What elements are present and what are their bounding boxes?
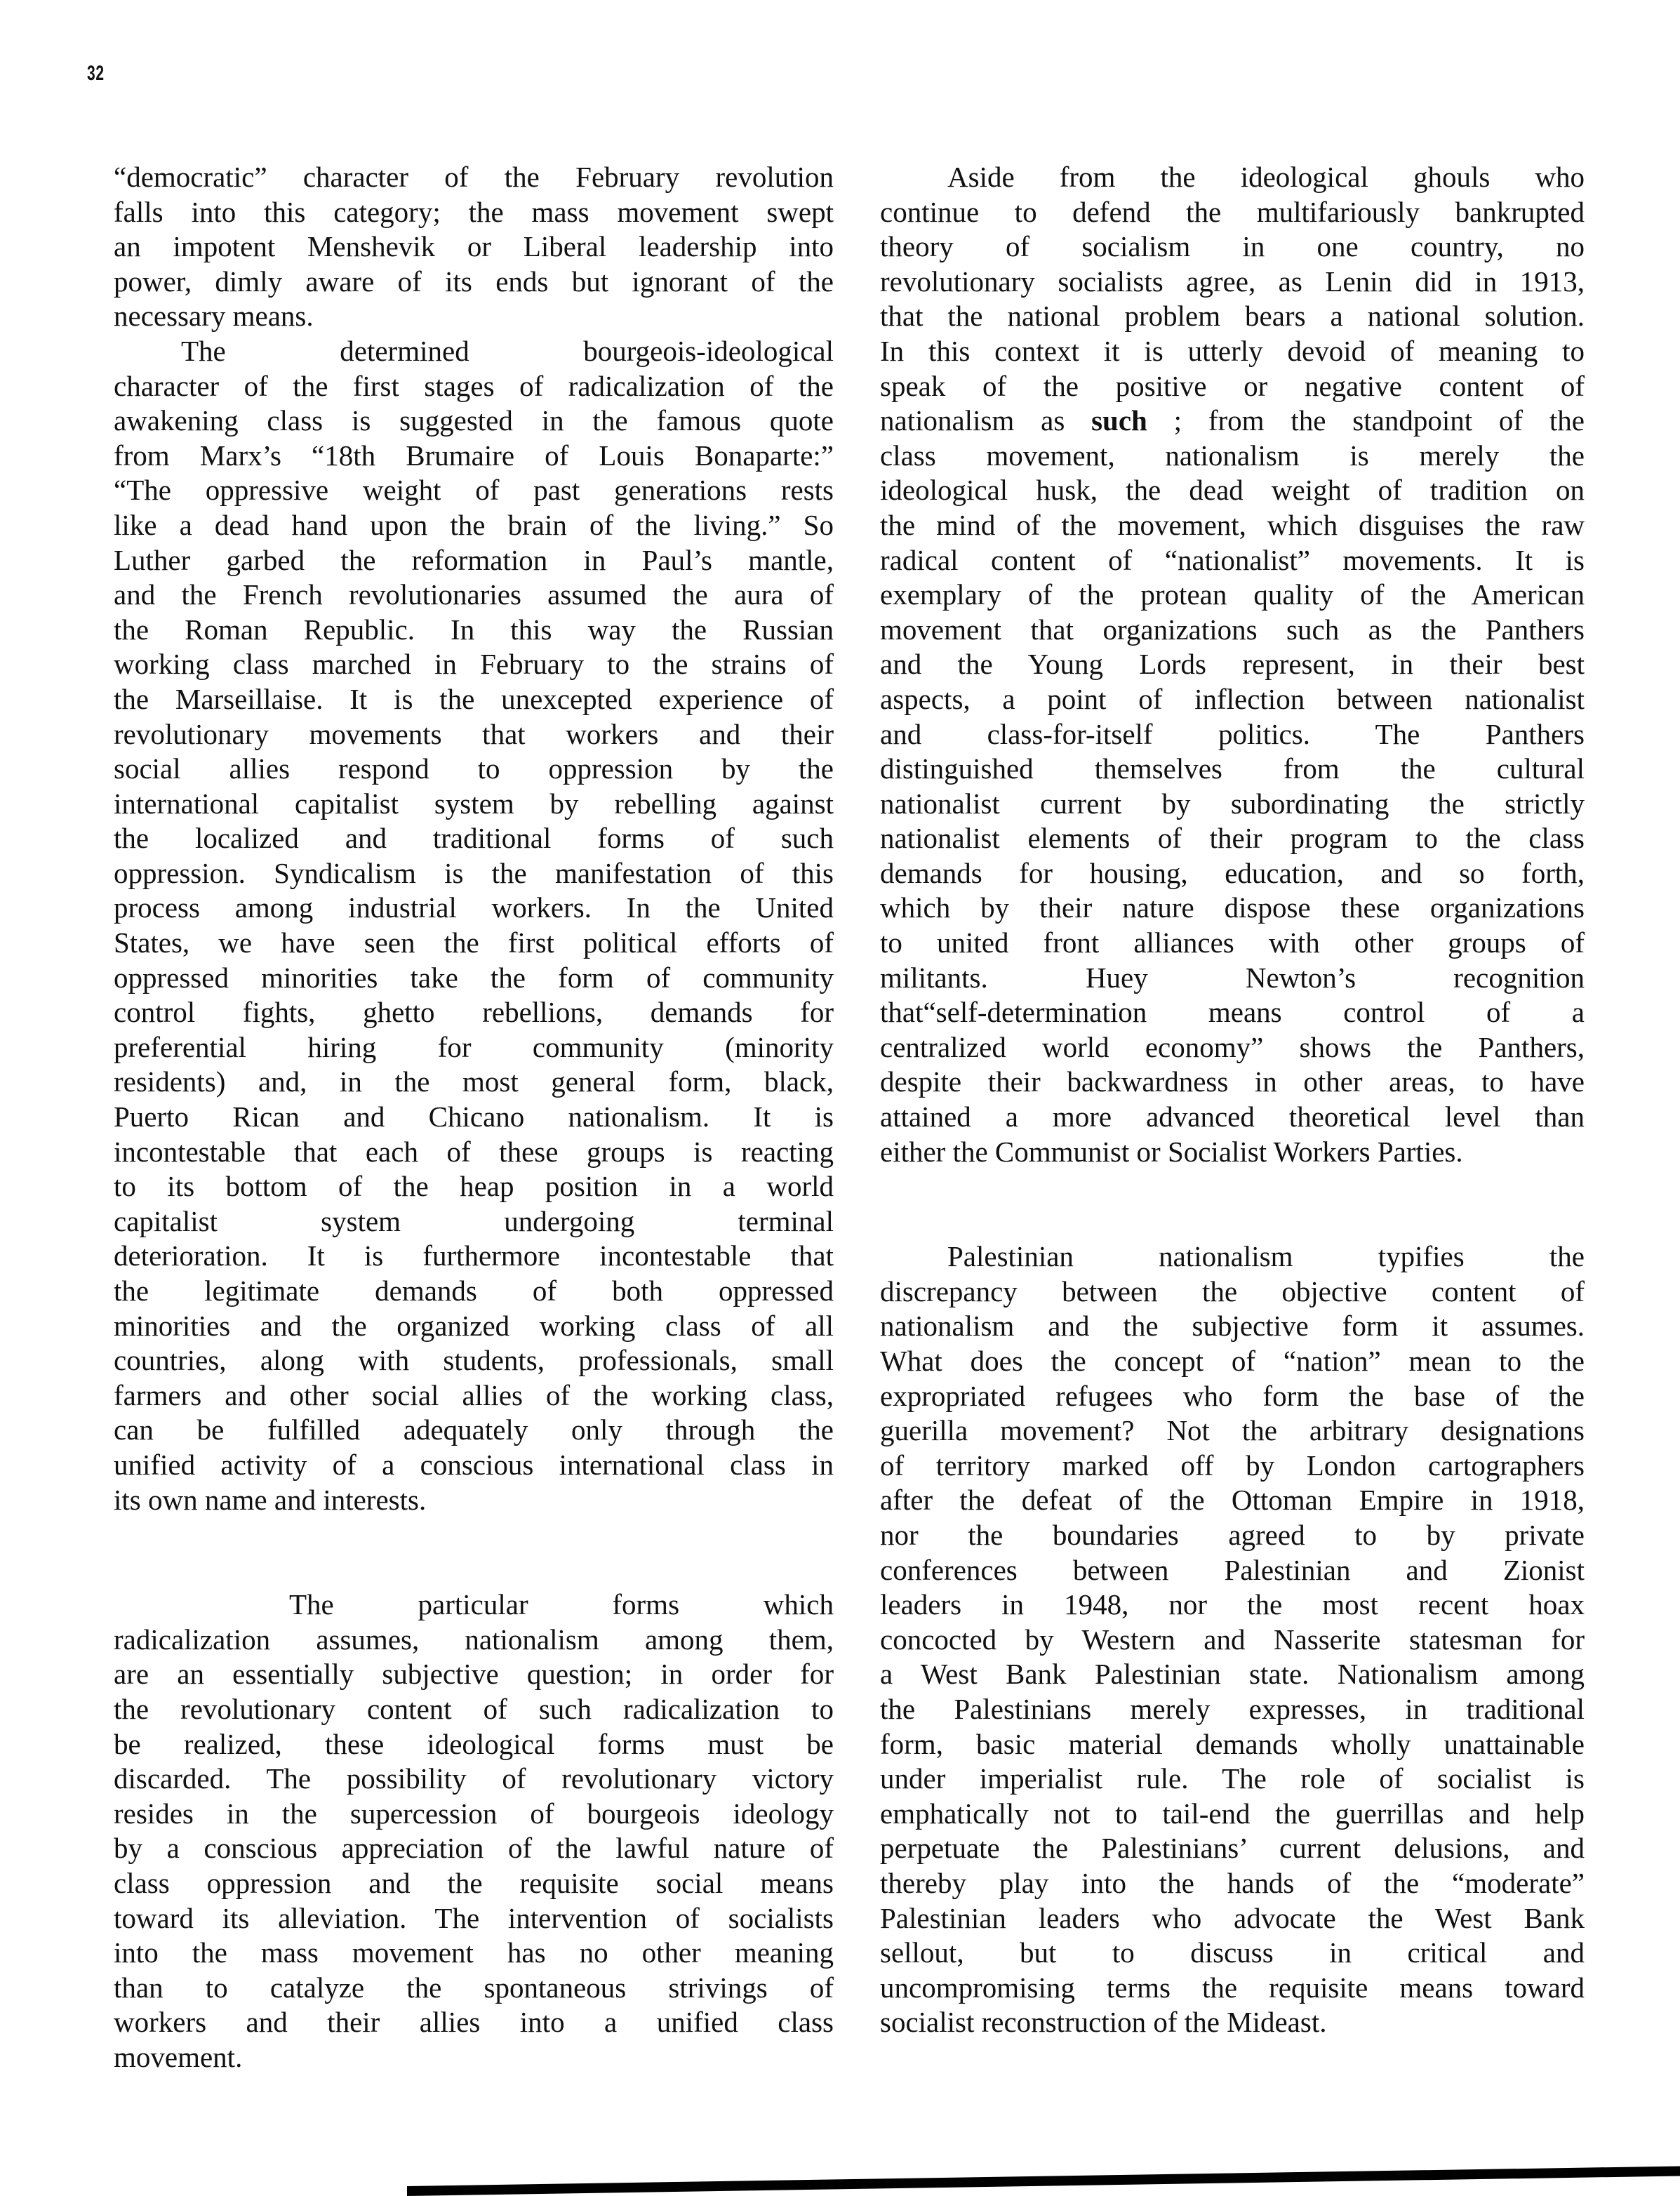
text-line: the localized and traditional forms of such [114, 822, 834, 855]
text-line: guerilla movement? Not the arbitrary designations [880, 1414, 1585, 1447]
text-line: In this context it is utterly devoid of meaning to [880, 334, 1585, 367]
text-line: deterioration. It is furthermore incontestable that [114, 1239, 834, 1272]
text-line: despite their backwardness in other areas, to have [880, 1065, 1585, 1098]
text-line: What does the concept of “nation” mean to the [880, 1345, 1585, 1377]
text-line: from Marx’s “18th Brumaire of Louis Bonaparte:” [114, 439, 834, 472]
text-line: working class marched in February to the strains of [114, 648, 834, 681]
text-line: Luther garbed the reformation in Paul’s mantle, [114, 543, 834, 576]
paragraph-particular-forms [114, 1588, 834, 2075]
page-number: 32 [87, 62, 105, 85]
text-line: falls into this category; the mass movement swept [114, 195, 834, 228]
text-line: awakening class is suggested in the famous quote [114, 404, 834, 437]
text-line: be realized, these ideological forms must be [114, 1727, 834, 1760]
text-line: countries, along with students, professionals, small [114, 1344, 834, 1377]
text-line: workers and their allies into a unified class [114, 2006, 834, 2039]
text-line: centralized world economy” shows the Panthers, [880, 1030, 1585, 1063]
text-line: Aside from the ideological ghouls who [947, 161, 1585, 193]
text-line: an impotent Menshevik or Liberal leadership into [114, 230, 834, 263]
paragraph-gap [114, 1517, 834, 1588]
text-line: ideological husk, the dead weight of tradition on [880, 474, 1585, 507]
text-line: Puerto Rican and Chicano nationalism. It is [114, 1100, 834, 1133]
text-line: after the defeat of the Ottoman Empire in 1918, [880, 1484, 1585, 1517]
text-line: thereby play into the hands of the “moderate” [880, 1866, 1585, 1899]
text-line: demands for housing, education, and so forth, [880, 856, 1585, 889]
text-line: that the national problem bears a national solution. [880, 300, 1585, 333]
text-line: incontestable that each of these groups is reacting [114, 1135, 834, 1168]
text-line: “democratic” character of the February revolution [114, 161, 834, 193]
paragraph-gap [880, 1169, 1585, 1239]
text-line: distinguished themselves from the cultural [880, 752, 1585, 785]
text-line: speak of the positive or negative content of [880, 369, 1585, 402]
text-line: revolutionary socialists agree, as Lenin did in 1913, [880, 265, 1585, 298]
text-line: capitalist system undergoing terminal [114, 1204, 834, 1237]
emphasized-word: such [1091, 404, 1147, 437]
text-line: the mind of the movement, which disguises the raw [880, 508, 1585, 541]
text-line: Palestinian leaders who advocate the West Bank [880, 1901, 1585, 1934]
text-line: exemplary of the protean quality of the American [880, 578, 1585, 611]
left-column [114, 160, 834, 2075]
text-line: oppressed minorities take the form of community [114, 961, 834, 994]
text-line: process among industrial workers. In the United [114, 891, 834, 924]
text-line: to its bottom of the heap position in a world [114, 1170, 834, 1203]
text-line: and class-for-itself politics. The Panthers [880, 717, 1585, 750]
text-line: expropriated refugees who form the base of the [880, 1379, 1585, 1412]
text-line: control fights, ghetto rebellions, demands for [114, 996, 834, 1029]
text-line: the Marseillaise. It is the unexcepted experience of [114, 682, 834, 715]
text-line: radicalization assumes, nationalism among them, [114, 1623, 834, 1656]
text-line: of territory marked off by London cartographers [880, 1449, 1585, 1482]
text-line: class movement, nationalism is merely the [880, 439, 1585, 472]
scan-edge-shadow [407, 2167, 1680, 2196]
text-line: to united front alliances with other groups of [880, 926, 1585, 959]
text-line: residents) and, in the most general form, black, [114, 1065, 834, 1098]
text-line: are an essentially subjective question; in order for [114, 1658, 834, 1691]
text-line: uncompromising terms the requisite means toward [880, 1971, 1585, 2004]
text-line: “The oppressive weight of past generations rests [114, 474, 834, 507]
right-column [880, 160, 1585, 2040]
text-line: international capitalist system by rebelling against [114, 787, 834, 820]
text-line: movement. [114, 2040, 243, 2073]
text-line: social allies respond to oppression by the [114, 752, 834, 785]
text-line: radical content of “nationalist” movements. It is [880, 543, 1585, 576]
paragraph-aside-from-ghouls [880, 160, 1585, 1169]
text-line: militants. Huey Newton’s recognition [880, 961, 1585, 994]
text-line: socialist reconstruction of the Mideast. [880, 2006, 1327, 2039]
text-line: nationalism and the subjective form it assumes. [880, 1310, 1585, 1343]
text-line: emphatically not to tail-end the guerrillas and help [880, 1797, 1585, 1830]
text-line: The particular forms which [289, 1588, 834, 1621]
text-line: States, we have seen the first political efforts of [114, 926, 834, 959]
text-line: the Roman Republic. In this way the Russian [114, 613, 834, 646]
text-line: discrepancy between the objective content of [880, 1275, 1585, 1307]
text-line: discarded. The possibility of revolutionary victory [114, 1762, 834, 1795]
text-line: perpetuate the Palestinians’ current delusions, and [880, 1832, 1585, 1865]
text-line: nationalist elements of their program to the class [880, 822, 1585, 855]
text-line: leaders in 1948, nor the most recent hoax [880, 1588, 1585, 1621]
text-line: minorities and the organized working class of all [114, 1309, 834, 1342]
text-line: either the Communist or Socialist Workers Parties. [880, 1135, 1463, 1168]
text-line: character of the first stages of radicalization of the [114, 369, 834, 402]
text-line: unified activity of a conscious international class in [114, 1448, 834, 1481]
text-line: preferential hiring for community (minority [114, 1030, 834, 1063]
text-line: which by their nature dispose these organizations [880, 891, 1585, 924]
text-line: aspects, a point of inflection between nationalist [880, 682, 1585, 715]
text-line: necessary means. [114, 300, 314, 333]
text-line: and the Young Lords represent, in their best [880, 648, 1585, 681]
text-line: conferences between Palestinian and Zionist [880, 1553, 1585, 1586]
text-line: like a dead hand upon the brain of the living.” So [114, 508, 834, 541]
text-line: the legitimate demands of both oppressed [114, 1275, 834, 1307]
text-line: and the French revolutionaries assumed the aura of [114, 578, 834, 611]
text-line: form, basic material demands wholly unattainable [880, 1727, 1585, 1760]
text-line: nationalist current by subordinating the strictly [880, 787, 1585, 820]
text-line: power, dimly aware of its ends but ignorant of the [114, 265, 834, 298]
text-line: the Palestinians merely expresses, in traditional [880, 1692, 1585, 1725]
text-line: can be fulfilled adequately only through the [114, 1413, 834, 1446]
text-line: oppression. Syndicalism is the manifestation of this [114, 856, 834, 889]
text-line: by a conscious appreciation of the lawful nature of [114, 1832, 834, 1865]
text-line: resides in the supercession of bourgeois ideology [114, 1797, 834, 1830]
paragraph-palestinian-nationalism [880, 1239, 1585, 2040]
text-line: continue to defend the multifariously bankrupted [880, 195, 1585, 228]
text-line: attained a more advanced theoretical level than [880, 1100, 1585, 1133]
paragraph-bourgeois-ideological [114, 334, 834, 1517]
text-line: Palestinian nationalism typifies the [947, 1240, 1585, 1273]
text-line: class oppression and the requisite social means [114, 1866, 834, 1899]
text-line: than to catalyze the spontaneous strivings of [114, 1971, 834, 2004]
text-line: under imperialist rule. The role of socialist is [880, 1762, 1585, 1795]
text-line: sellout, but to discuss in critical and [880, 1936, 1585, 1969]
text-line: theory of socialism in one country, no [880, 230, 1585, 263]
text-line: movement that organizations such as the Panthers [880, 613, 1585, 646]
text-line: toward its alleviation. The intervention of socialists [114, 1901, 834, 1934]
text-line: that“self-determination means control of a [880, 996, 1585, 1029]
text-line: concocted by Western and Nasserite statesman for [880, 1623, 1585, 1656]
text-line: revolutionary movements that workers and their [114, 717, 834, 750]
text-line: a West Bank Palestinian state. Nationalism among [880, 1658, 1585, 1691]
text-line: farmers and other social allies of the working class, [114, 1378, 834, 1411]
text-line: nationalism as such ; from the standpoint of the [880, 404, 1585, 437]
text-line: into the mass movement has no other meaning [114, 1936, 834, 1969]
text-line: nor the boundaries agreed to by private [880, 1518, 1585, 1551]
text-line: the revolutionary content of such radicalization to [114, 1692, 834, 1725]
text-line: The determined bourgeois-ideological [181, 334, 834, 367]
text-line: its own name and interests. [114, 1483, 427, 1516]
paragraph-february-revolution [114, 160, 834, 334]
